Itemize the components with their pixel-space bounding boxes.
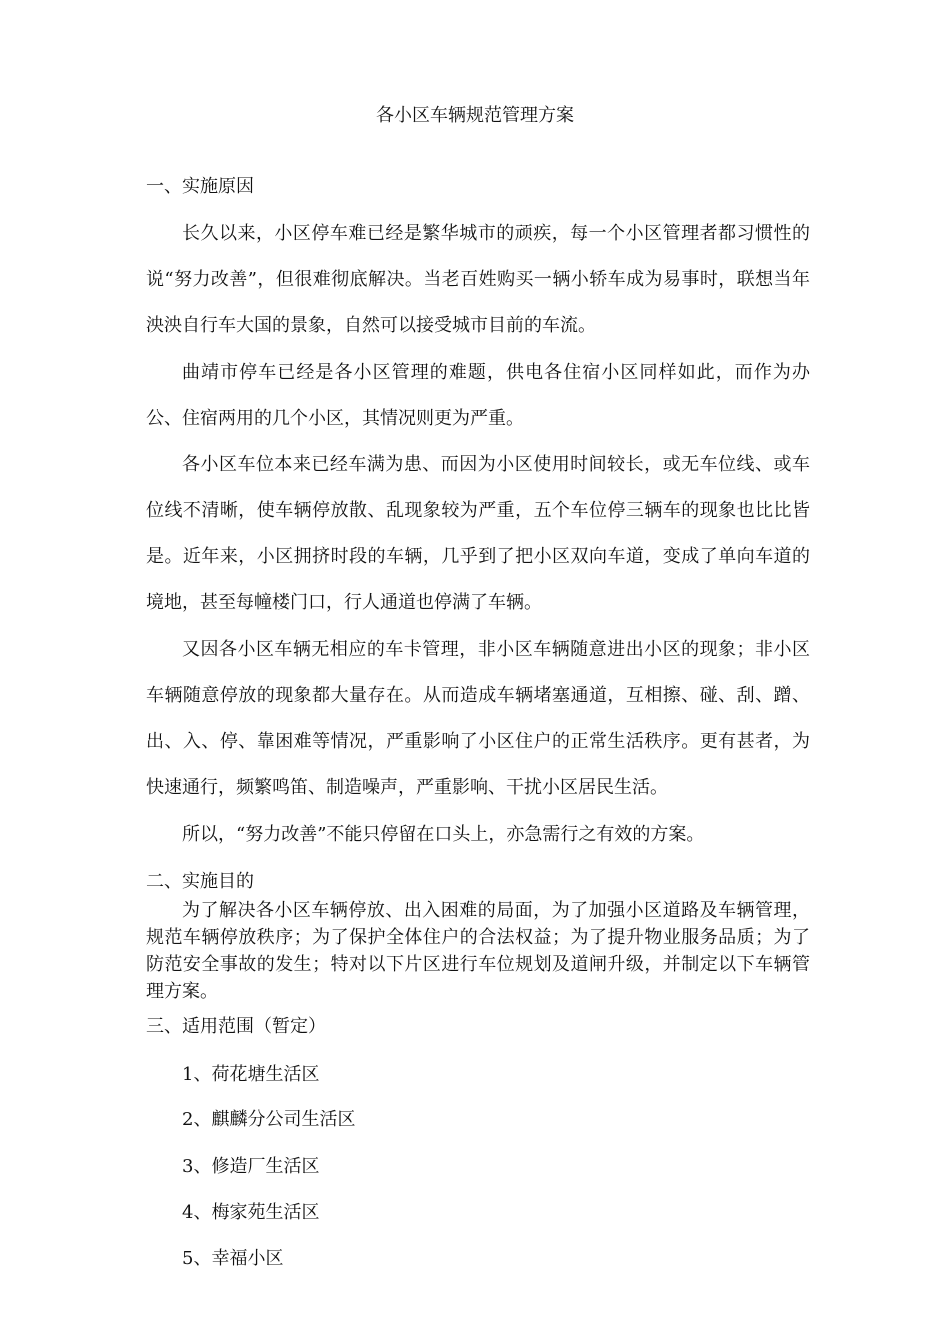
paragraph-reasons-4: 又因各小区车辆无相应的车卡管理，非小区车辆随意进出小区的现象；非小区车辆随意停放的现象都大量存在。从而造成车辆堵塞通道，互相擦、碰、刮、蹭、出、入、停、靠困难等情况，严重影响了小区住户的正常生活秩序。更有甚者，为快速通行，频繁鸣笛、制造噪声，严重影响、干扰小区居民生活。 [146, 639, 810, 798]
paragraph-reasons-5: 所以，“努力改善”不能只停留在口头上，亦急需行之有效的方案。 [182, 824, 705, 845]
scope-list-item: 3、修造厂生活区 [182, 1156, 320, 1177]
paragraph-reasons-3: 各小区车位本来已经车满为患、而因为小区使用时间较长，或无车位线、或车位线不清晰，使车辆停放散、乱现象较为严重，五个车位停三辆车的现象也比比皆是。近年来，小区拥挤时段的车辆，几乎到了把小区双向车道，变成了单向车道的境地，甚至每幢楼门口，行人通道也停满了车辆。 [146, 454, 810, 613]
section-heading-reasons: 一、实施原因 [146, 176, 254, 197]
section-heading-purpose: 二、实施目的 [146, 871, 254, 892]
document-title: 各小区车辆规范管理方案 [376, 105, 574, 126]
section-heading-scope: 三、适用范围（暂定） [146, 1016, 326, 1037]
scope-list-item: 1、荷花塘生活区 [182, 1064, 320, 1085]
paragraph-reasons-1: 长久以来，小区停车难已经是繁华城市的顽疾，每一个小区管理者都习惯性的说“努力改善”，但很难彻底解决。当老百姓购买一辆小轿车成为易事时，联想当年泱泱自行车大国的景象，自然可以接受城市目前的车流。 [146, 223, 810, 336]
scope-list-item: 2、麒麟分公司生活区 [182, 1109, 356, 1130]
paragraph-reasons-2: 曲靖市停车已经是各小区管理的难题，供电各住宿小区同样如此，而作为办公、住宿两用的几个小区，其情况则更为严重。 [146, 362, 810, 429]
paragraph-purpose: 为了解决各小区车辆停放、出入困难的局面，为了加强小区道路及车辆管理，规范车辆停放秩序；为了保护全体住户的合法权益；为了提升物业服务品质；为了防范安全事故的发生；特对以下片区进行车位规划及道闸升级，并制定以下车辆管理方案。 [146, 900, 810, 1002]
scope-list-item: 4、梅家苑生活区 [182, 1202, 320, 1223]
scope-list-item: 5、幸福小区 [182, 1248, 284, 1269]
